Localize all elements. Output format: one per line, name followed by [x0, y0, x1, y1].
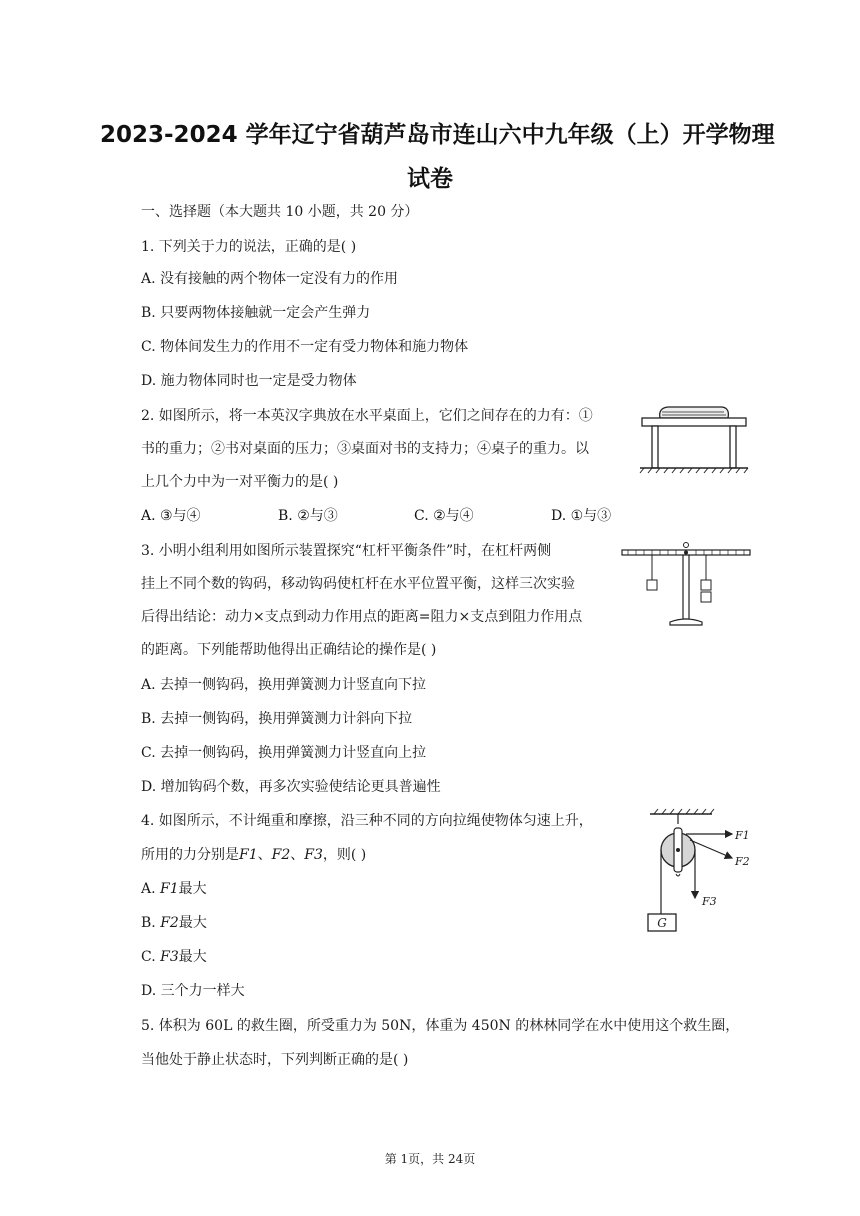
exam-title-line2: 试卷 [407, 166, 453, 192]
pulley-wheel-icon [661, 814, 695, 876]
question-5-stem-line1: 5. 体积为 60L 的救生圈，所受重力为 50N，体重为 450N 的林林同学在水中使用这个救生圈， [141, 1018, 740, 1034]
section-heading: 一、选择题（本大题共 10 小题，共 20 分） [141, 204, 419, 220]
force-f3-symbol: F3 [304, 847, 323, 863]
table-with-dictionary-figure [638, 402, 750, 474]
question-4-stem-line1: 4. 如图所示，不计绳重和摩擦，沿三种不同的方向拉绳使物体匀速上升， [141, 813, 593, 829]
question-2-option-d: D. ①与③ [551, 508, 612, 524]
exam-title-line1: 2023-2024 学年辽宁省葫芦岛市连山六中九年级（上）开学物理 [100, 122, 775, 148]
lever-apparatus-figure [620, 538, 752, 628]
question-4-stem-suffix: ，则( ) [322, 847, 367, 863]
question-3-stem-line2: 挂上不同个数的钩码，移动钩码使杠杆在水平位置平衡，这样三次实验 [141, 576, 575, 592]
question-4-option-d: D. 三个力一样大 [141, 983, 245, 999]
question-3-option-d: D. 增加钩码个数，再多次实验使结论更具普遍性 [141, 779, 441, 795]
ceiling-icon [650, 809, 714, 814]
question-2-option-b: B. ②与③ [278, 508, 338, 524]
table-icon [642, 418, 746, 468]
question-3-option-c: C. 去掉一侧钩码，换用弹簧测力计竖直向上拉 [141, 745, 427, 761]
question-2-stem-line2: 书的重力；②书对桌面的压力；③桌面对书的支持力；④桌子的重力。以 [141, 441, 589, 457]
question-2-stem-line3: 上几个力中为一对平衡力的是( ) [141, 474, 339, 490]
question-4-option-b: B. F2最大 [141, 915, 207, 931]
weight-label: G [657, 916, 667, 930]
question-3-stem-line1: 3. 小明小组利用如图所示装置探究“杠杆平衡条件”时，在杠杆两侧 [141, 543, 552, 559]
lever-bar-icon [622, 543, 750, 556]
question-1-option-b: B. 只要两物体接触就一定会产生弹力 [141, 305, 371, 321]
f3-label: F3 [702, 895, 717, 908]
question-4-stem-prefix: 所用的力分别是 [141, 847, 239, 863]
question-1-option-d: D. 施力物体同时也一定是受力物体 [141, 373, 357, 389]
question-1-option-c: C. 物体间发生力的作用不一定有受力物体和施力物体 [141, 339, 469, 355]
stand-icon [670, 555, 702, 625]
question-5-stem-line2: 当他处于静止状态时，下列判断正确的是( ) [141, 1052, 409, 1068]
question-3-stem-line4: 的距离。下列能帮助他得出正确结论的操作是( ) [141, 642, 437, 658]
question-1-stem: 1. 下列关于力的说法，正确的是( ) [141, 239, 357, 255]
weight-block-icon [648, 914, 676, 931]
question-3-option-b: B. 去掉一侧钩码，换用弹簧测力计斜向下拉 [141, 711, 413, 727]
pulley-figure [640, 808, 755, 934]
f2-label: F2 [735, 855, 750, 868]
question-3-option-a: A. 去掉一侧钩码，换用弹簧测力计竖直向下拉 [141, 677, 427, 693]
question-4-option-c: C. F3最大 [141, 949, 207, 965]
question-1-option-a: A. 没有接触的两个物体一定没有力的作用 [141, 271, 399, 287]
dictionary-icon [660, 407, 729, 418]
ground-hatch-icon [640, 468, 748, 473]
f1-label: F1 [735, 829, 750, 842]
question-2-stem-line1: 2. 如图所示，将一本英汉字典放在水平桌面上，它们之间存在的力有：① [141, 408, 593, 424]
question-4-stem-line2: 所用的力分别是F1、F2、F3，则( ) [141, 847, 367, 863]
question-2-option-a: A. ③与④ [141, 508, 201, 524]
hook-weights-icon [647, 555, 711, 602]
page-footer: 第 1页，共 24页 [384, 1152, 476, 1166]
force-f2-symbol: F2 [271, 847, 291, 863]
force-f1-symbol: F1 [239, 847, 258, 863]
question-2-option-c: C. ②与④ [414, 508, 474, 524]
question-3-stem-line3: 后得出结论：动力×支点到动力作用点的距离=阻力×支点到阻力作用点 [141, 609, 583, 625]
question-4-option-a: A. F1最大 [141, 881, 207, 897]
